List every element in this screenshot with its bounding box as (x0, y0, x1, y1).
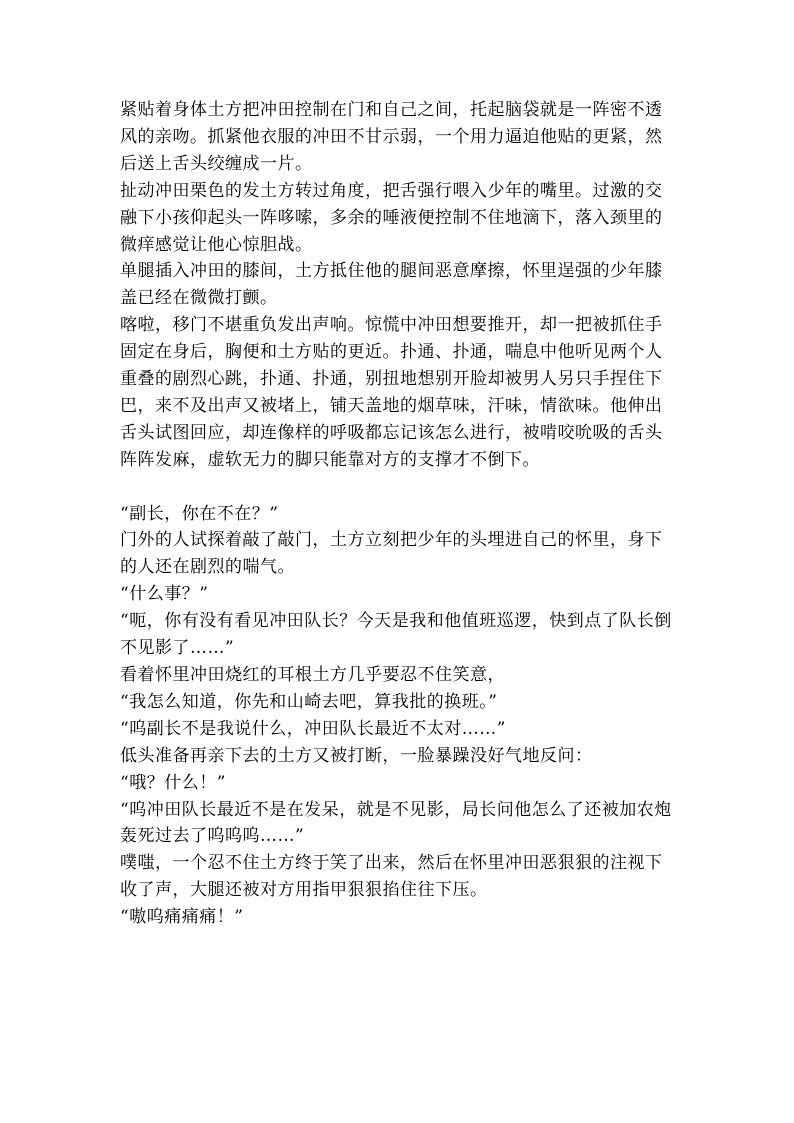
paragraph-dialogue-5: “呜副长不是我说什么，冲田队长最近不太对……” (120, 718, 506, 739)
paragraph-dialogue-6: “哦？什么！” (120, 772, 226, 793)
blank-line (120, 474, 676, 501)
paragraph-dialogue-8: “嗷呜痛痛痛！” (120, 907, 244, 928)
paragraph-dialogue-4: “我怎么知道，你先和山崎去吧，算我批的换班。” (120, 691, 498, 712)
paragraph-2: 扯动冲田栗色的发土方转过角度，把舌强行喂入少年的嘴里。过激的交融下小孩仰起头一阵哆嗦，多余的唾液便控制不住地滴下，落入颈里的微痒感觉让他心惊胆战。 (120, 180, 663, 255)
paragraph-6: 门外的人试探着敲了敲门，土方立刻把少年的头埋进自己的怀里，身下的人还在剧烈的喘气。 (120, 530, 663, 578)
document-body (120, 97, 676, 931)
paragraph-3: 单腿插入冲田的膝间，土方抵住他的腿间恶意摩擦，怀里逞强的少年膝盖已经在微微打颤。 (120, 261, 663, 309)
paragraph-dialogue-7: “呜冲田队长最近不是在发呆，就是不见影，局长问他怎么了还被加农炮轰死过去了呜呜呜……” (120, 799, 672, 847)
paragraph-dialogue-1: “副长，你在不在？” (120, 503, 279, 524)
paragraph-15: 噗嗤，一个忍不住土方终于笑了出来，然后在怀里冲田恶狠狠的注视下收了声，大腿还被对方用指甲狠狠掐住往下压。 (120, 853, 663, 901)
paragraph-1: 紧贴着身体土方把冲田控制在门和自己之间，托起脑袋就是一阵密不透风的亲吻。抓紧他衣服的冲田不甘示弱，一个用力逼迫他贴的更紧，然后送上舌头绞缠成一片。 (120, 100, 663, 174)
paragraph-4: 喀啦，移门不堪重负发出声响。惊慌中冲田想要推开，却一把被抓住手固定在身后，胸便和土方贴的更近。扑通、扑通，喘息中他听见两个人重叠的剧烈心跳，扑通、扑通，别扭地想别开脸却被男人另只手捏住下巴，来不及出声又被堵上，铺天盖地的烟草味，汗味，情欲味。他伸出舌头试图回应，却连像样的呼吸都忘记该怎么进行，被啃咬吮吸的舌头阵阵发麻，虚软无力的脚只能靠对方的支撑才不倒下。 (120, 315, 663, 470)
paragraph-9: 看着怀里冲田烧红的耳根土方几乎要忍不住笑意， (120, 665, 505, 686)
paragraph-dialogue-2: “什么事？” (120, 584, 209, 605)
paragraph-12: 低头准备再亲下去的土方又被打断，一脸暴躁没好气地反问： (120, 745, 593, 766)
paragraph-dialogue-3: “呃，你有没有看见冲田队长？今天是我和他值班巡逻，快到点了队长倒不见影了……” (120, 611, 672, 659)
